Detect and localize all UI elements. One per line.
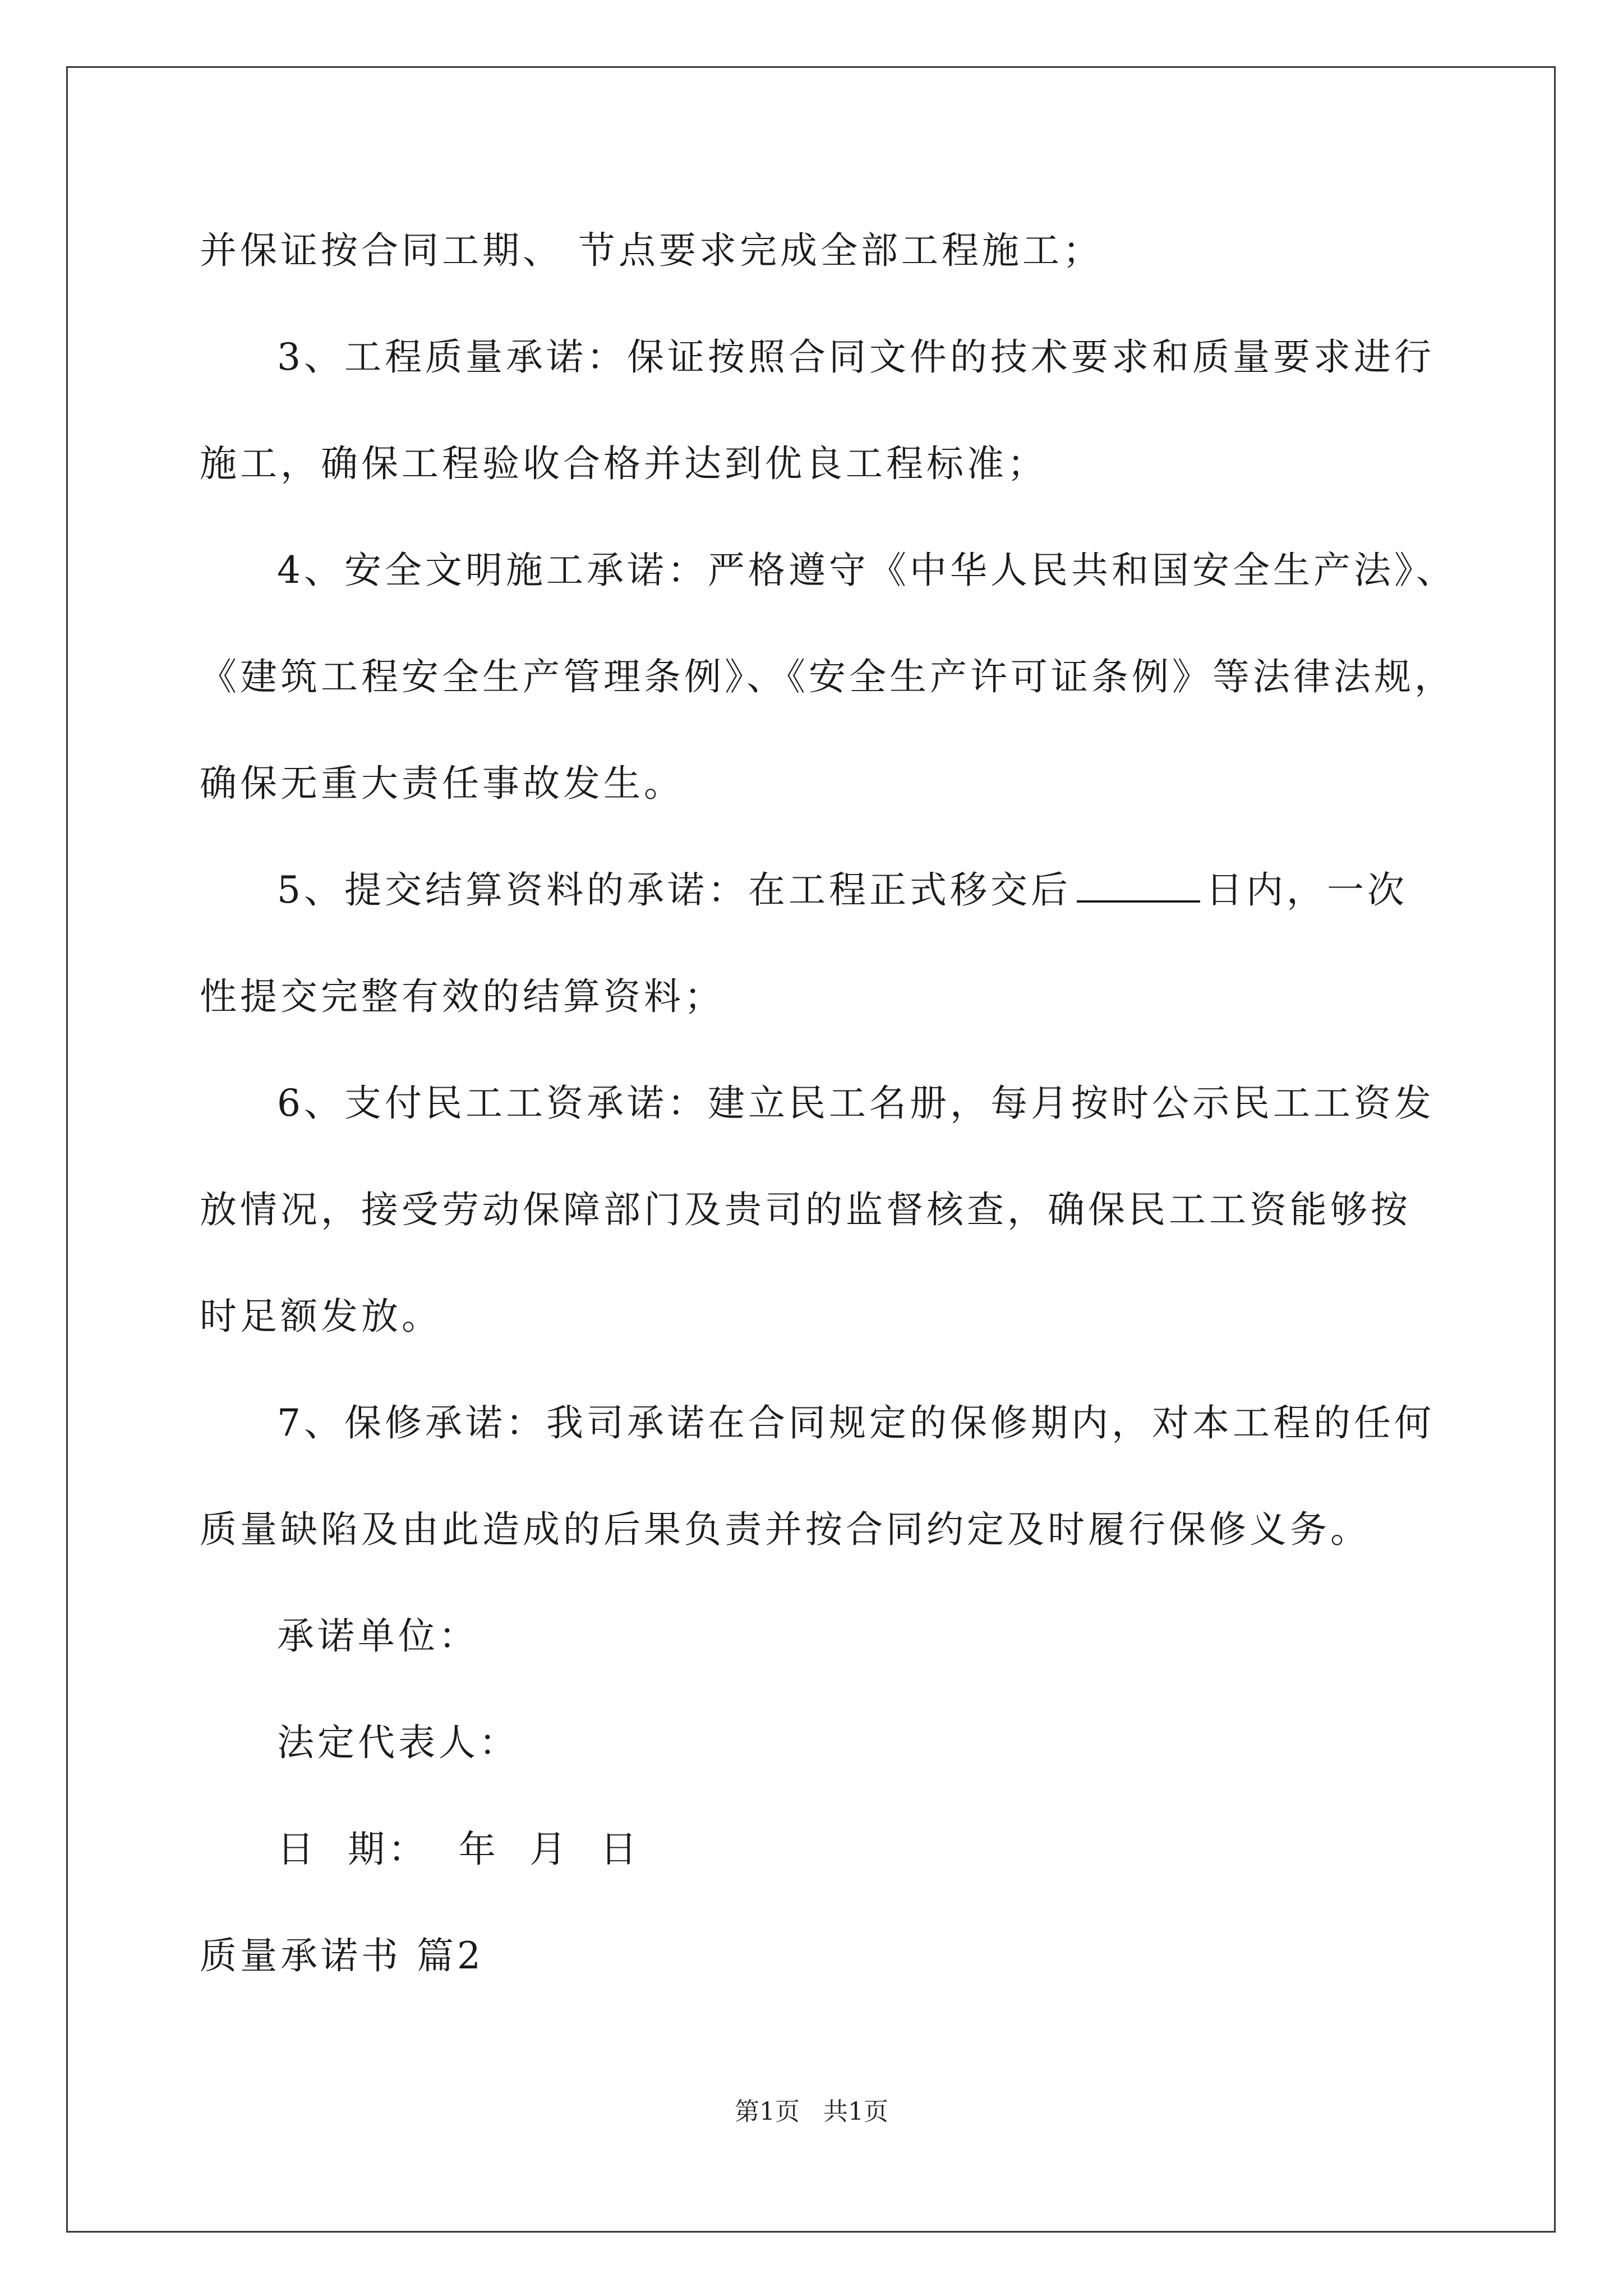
page-border [66, 66, 1556, 2233]
page-footer: 第1页 共1页 [735, 2097, 888, 2126]
text-line: 施工，确保工程验收合格并达到优良工程标准； [200, 442, 1048, 485]
section-heading: 质量承诺书 篇2 [200, 1934, 484, 1977]
commitment-5 [277, 865, 1408, 915]
commitment-7: 7、保修承诺：我司承诺在合同规定的保修期内，对本工程的任何 [277, 1401, 1435, 1444]
commitment-3: 3、工程质量承诺：保证按照合同文件的技术要求和质量要求进行 [277, 335, 1435, 379]
text-line: 《建筑工程安全生产管理条例》、《安全生产许可证条例》等法律法规， [200, 655, 1455, 698]
text-line: 确保无重大责任事故发生。 [200, 762, 684, 805]
commitment-5-text: 5、提交结算资料的承诺：在工程正式移交后 [277, 868, 1071, 912]
text-line: 性提交完整有效的结算资料； [200, 975, 725, 1018]
text-line: 时足额发放。 [200, 1295, 442, 1338]
text-line: 质量缺陷及由此造成的后果负责并按合同约定及时履行保修义务。 [200, 1508, 1371, 1551]
fill-in-blank [1077, 867, 1200, 903]
text-line: 放情况，接受劳动保障部门及贵司的监督核查，确保民工工资能够按 [200, 1188, 1411, 1231]
commitment-5-text-end: 日内，一次 [1206, 868, 1408, 912]
date-label: 日 期： 年 月 日 [277, 1828, 640, 1871]
commitment-6: 6、支付民工工资承诺：建立民工名册，每月按时公示民工工资发 [277, 1082, 1435, 1125]
legal-representative-label: 法定代表人： [277, 1721, 519, 1764]
commitment-4: 4、安全文明施工承诺：严格遵守《中华人民共和国安全生产法》、 [277, 549, 1456, 592]
signing-unit-label: 承诺单位： [277, 1614, 479, 1658]
text-line: 并保证按合同工期、 节点要求完成全部工程施工； [200, 229, 1103, 272]
